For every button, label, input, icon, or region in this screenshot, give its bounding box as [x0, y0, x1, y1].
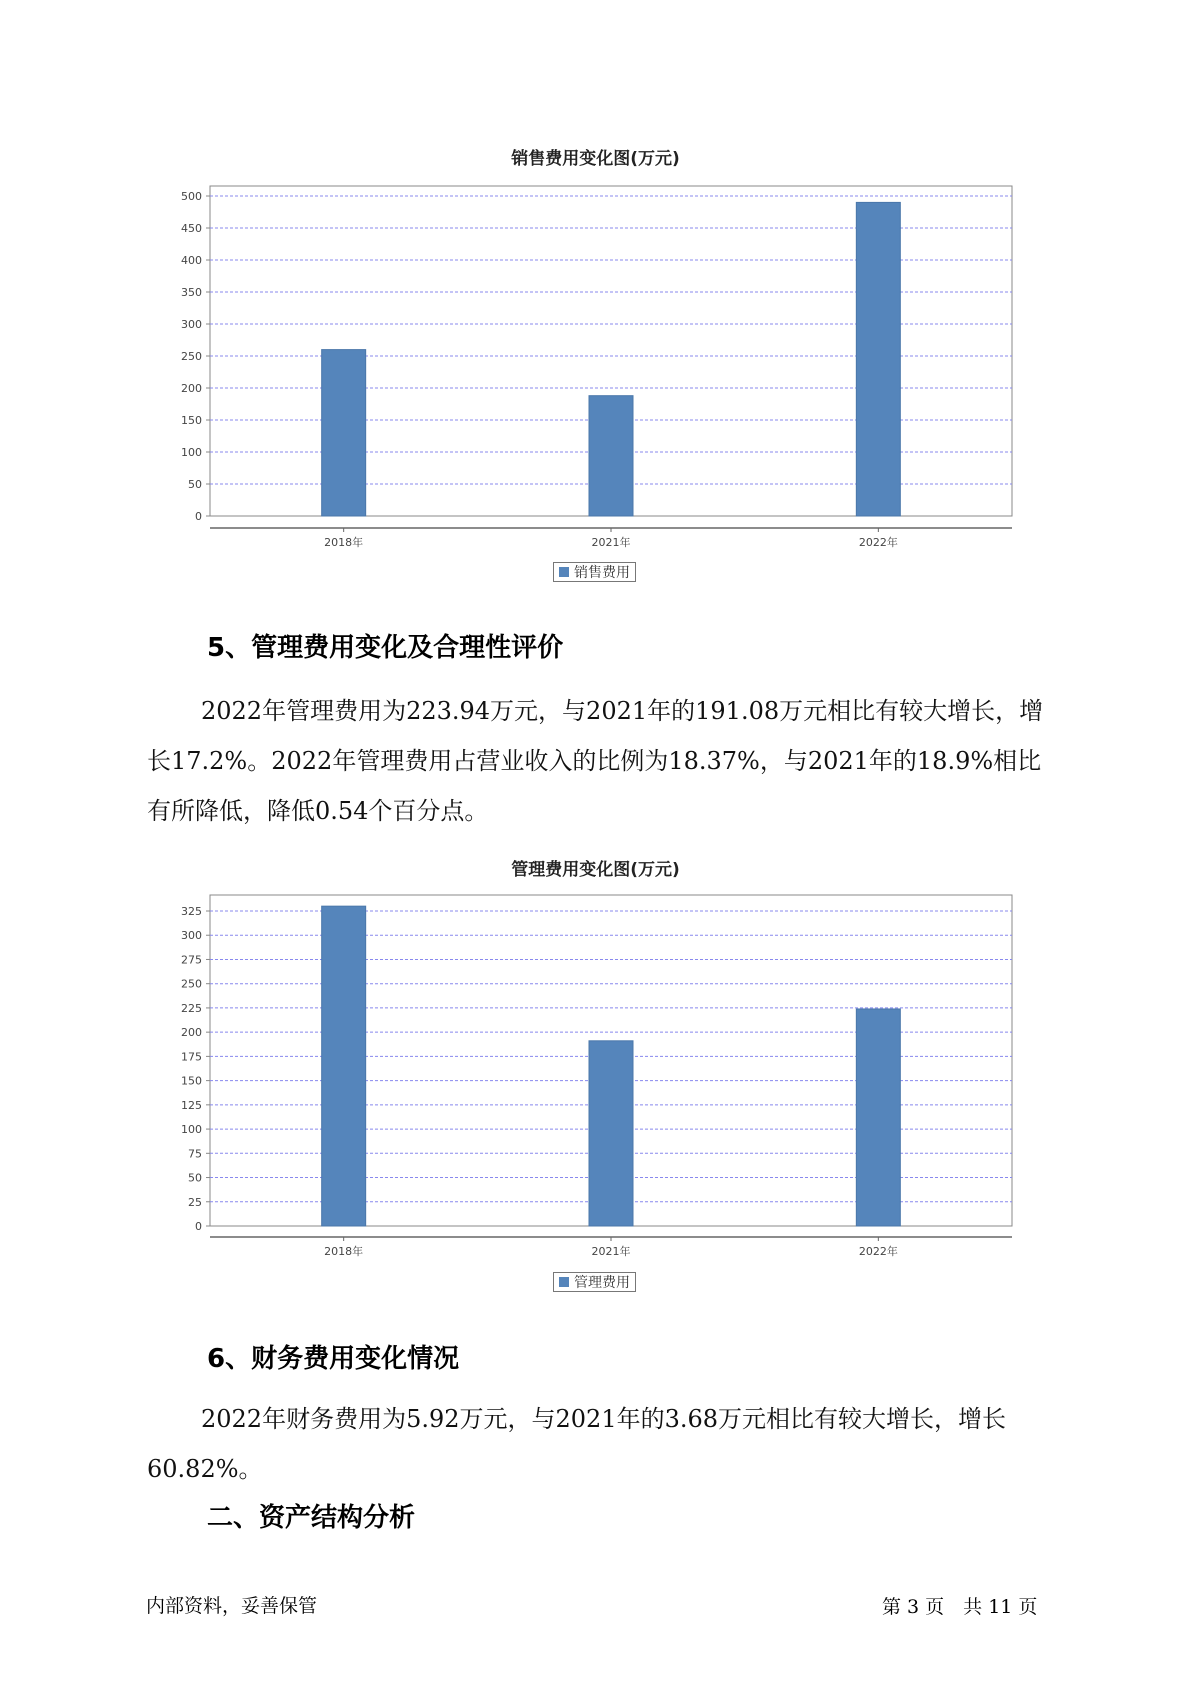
y-tick-label: 0: [195, 510, 202, 523]
section-6-paragraph: 2022年财务费用为5.92万元，与2021年的3.68万元相比有较大增长，增长60.82%。: [147, 1405, 1007, 1483]
section-5-paragraph: 2022年管理费用为223.94万元，与2021年的191.08万元相比有较大增长，增长17.2%。2022年管理费用占营业收入的比例为18.37%，与2021年的18.9%相比有所降低，降低0.54个百分点。: [147, 697, 1044, 825]
plot-frame: [210, 186, 1012, 516]
y-tick-label: 200: [181, 382, 202, 395]
y-tick-label: 50: [188, 478, 202, 491]
chart-2-title: 管理费用变化图(万元): [511, 860, 680, 880]
y-tick-label: 325: [181, 905, 202, 918]
y-tick-label: 275: [181, 953, 202, 967]
y-tick-label: 300: [181, 318, 202, 331]
y-tick-label: 0: [195, 1220, 202, 1233]
y-tick-label: 100: [181, 446, 202, 459]
x-tick-label: 2018年: [324, 1245, 364, 1258]
bar: [322, 906, 366, 1226]
y-tick-label: 175: [181, 1050, 202, 1064]
y-tick-label: 75: [188, 1147, 202, 1161]
legend-label: 销售费用: [574, 565, 630, 581]
bar: [856, 202, 900, 516]
y-tick-label: 125: [181, 1098, 202, 1112]
y-tick-label: 225: [181, 1001, 202, 1015]
bar: [589, 1041, 633, 1226]
y-tick-label: 200: [181, 1026, 202, 1040]
x-tick-label: 2018年: [324, 536, 364, 549]
x-tick-label: 2022年: [858, 1245, 898, 1258]
y-tick-label: 100: [181, 1123, 202, 1137]
legend-swatch: [559, 567, 569, 577]
part-2-heading: 二、资产结构分析: [207, 1503, 416, 1533]
x-tick-label: 2021年: [591, 1245, 631, 1258]
chart-1-legend: [553, 562, 636, 582]
y-tick-label: 450: [181, 222, 202, 235]
y-tick-label: 25: [188, 1195, 202, 1209]
plot-frame: [210, 895, 1012, 1226]
y-tick-label: 50: [188, 1171, 202, 1185]
y-tick-label: 150: [181, 1074, 202, 1088]
section-6-heading: 6、财务费用变化情况: [207, 1344, 460, 1374]
y-tick-label: 400: [181, 254, 202, 267]
bar: [322, 350, 366, 516]
legend-swatch: [559, 1277, 569, 1287]
x-tick-label: 2021年: [591, 536, 631, 549]
y-tick-label: 350: [181, 286, 202, 299]
chart-1-title: 销售费用变化图(万元): [511, 149, 680, 169]
y-tick-label: 150: [181, 414, 202, 427]
y-tick-label: 500: [181, 190, 202, 203]
bar: [856, 1009, 900, 1226]
footer-page-number: 第 3 页 共 11 页: [882, 1596, 1038, 1618]
legend-label: 管理费用: [574, 1275, 630, 1291]
x-tick-label: 2022年: [858, 536, 898, 549]
bar: [589, 396, 633, 516]
y-tick-label: 250: [181, 977, 202, 991]
footer-confidential-note: 内部资料，妥善保管: [146, 1595, 318, 1617]
chart-2-legend: [553, 1272, 636, 1292]
y-tick-label: 300: [181, 929, 202, 943]
section-5-heading: 5、管理费用变化及合理性评价: [207, 633, 564, 663]
y-tick-label: 250: [181, 350, 202, 363]
